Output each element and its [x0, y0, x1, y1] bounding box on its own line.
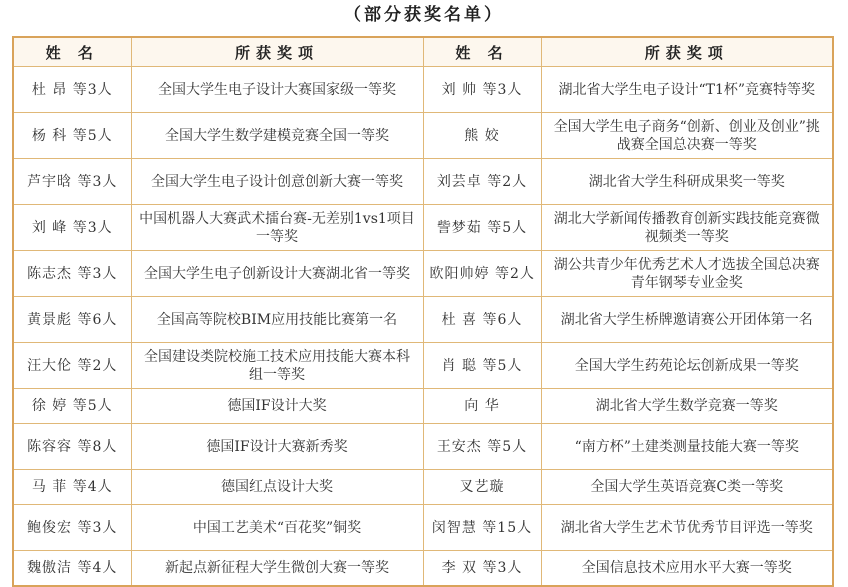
award-title: 湖北省大学生艺术节优秀节目评选一等奖 — [541, 505, 833, 551]
table-row — [13, 205, 833, 251]
table-row — [13, 113, 833, 159]
award-title: 全国大学生电子创新设计大赛湖北省一等奖 — [131, 251, 423, 297]
winner-name: 李 双 等3人 — [423, 551, 541, 586]
table-row — [13, 551, 833, 586]
award-title: 全国高等院校BIM应用技能比赛第一名 — [131, 297, 423, 343]
table-row — [13, 389, 833, 424]
winner-name: 芦宇晗 等3人 — [13, 159, 131, 205]
award-title: “南方杯”土建类测量技能大赛一等奖 — [541, 424, 833, 470]
award-title: 德国IF设计大赛新秀奖 — [131, 424, 423, 470]
award-title: 德国红点设计大奖 — [131, 470, 423, 505]
winner-name: 陈容容 等8人 — [13, 424, 131, 470]
award-title: 湖北省大学生桥牌邀请赛公开团体第一名 — [541, 297, 833, 343]
winner-name: 马 菲 等4人 — [13, 470, 131, 505]
winner-name: 鲍俊宏 等3人 — [13, 505, 131, 551]
winner-name: 闵智慧 等15人 — [423, 505, 541, 551]
winner-name: 訾梦茹 等5人 — [423, 205, 541, 251]
award-title: 全国大学生电子设计创意创新大赛一等奖 — [131, 159, 423, 205]
winner-name: 黄景彪 等6人 — [13, 297, 131, 343]
winner-name: 陈志杰 等3人 — [13, 251, 131, 297]
table-row — [13, 67, 833, 113]
award-title: 新起点新征程大学生微创大赛一等奖 — [131, 551, 423, 586]
table-row — [13, 424, 833, 470]
award-title: 全国大学生电子商务“创新、创业及创业”挑战赛全国总决赛一等奖 — [541, 113, 833, 159]
winner-name: 欧阳帅婷 等2人 — [423, 251, 541, 297]
winner-name: 刘芸卓 等2人 — [423, 159, 541, 205]
award-title: 全国大学生数学建模竞赛全国一等奖 — [131, 113, 423, 159]
header-name-left: 姓 名 — [13, 37, 131, 67]
award-title: 全国大学生电子设计大赛国家级一等奖 — [131, 67, 423, 113]
header-award-left: 所获奖项 — [131, 37, 423, 67]
header-name-right: 姓 名 — [423, 37, 541, 67]
award-title: 中国工艺美术“百花奖”铜奖 — [131, 505, 423, 551]
winner-name: 杜 昂 等3人 — [13, 67, 131, 113]
award-title: 湖北省大学生数学竞赛一等奖 — [541, 389, 833, 424]
winner-name: 刘 帅 等3人 — [423, 67, 541, 113]
winner-name: 王安杰 等5人 — [423, 424, 541, 470]
winner-name: 肖 聪 等5人 — [423, 343, 541, 389]
winner-name: 熊 姣 — [423, 113, 541, 159]
winner-name: 杜 喜 等6人 — [423, 297, 541, 343]
award-title: 全国大学生英语竞赛C类一等奖 — [541, 470, 833, 505]
winner-name: 汪大伦 等2人 — [13, 343, 131, 389]
winner-name: 刘 峰 等3人 — [13, 205, 131, 251]
header-award-right: 所获奖项 — [541, 37, 833, 67]
award-title: 湖公共青少年优秀艺术人才选拔全国总决赛青年钢琴专业金奖 — [541, 251, 833, 297]
winner-name: 叉艺璇 — [423, 470, 541, 505]
award-title: 中国机器人大赛武术擂台赛-无差别1vs1项目一等奖 — [131, 205, 423, 251]
award-title: 湖北大学新闻传播教育创新实践技能竞赛微视频类一等奖 — [541, 205, 833, 251]
award-title: 德国IF设计大奖 — [131, 389, 423, 424]
award-title: 全国信息技术应用水平大赛一等奖 — [541, 551, 833, 586]
award-winners-table — [12, 36, 834, 587]
winner-name: 徐 婷 等5人 — [13, 389, 131, 424]
table-row — [13, 251, 833, 297]
award-title: 湖北省大学生电子设计“T1杯”竞赛特等奖 — [541, 67, 833, 113]
award-title: 全国建设类院校施工技术应用技能大赛本科组一等奖 — [131, 343, 423, 389]
table-row — [13, 470, 833, 505]
table-row — [13, 297, 833, 343]
table-row — [13, 159, 833, 205]
winner-name: 向 华 — [423, 389, 541, 424]
winner-name: 杨 科 等5人 — [13, 113, 131, 159]
header-row — [13, 37, 833, 67]
award-title: 全国大学生药苑论坛创新成果一等奖 — [541, 343, 833, 389]
table-row — [13, 505, 833, 551]
table-row — [13, 343, 833, 389]
table-caption: （部分获奖名单） — [344, 5, 504, 25]
winner-name: 魏傲洁 等4人 — [13, 551, 131, 586]
award-title: 湖北省大学生科研成果奖一等奖 — [541, 159, 833, 205]
